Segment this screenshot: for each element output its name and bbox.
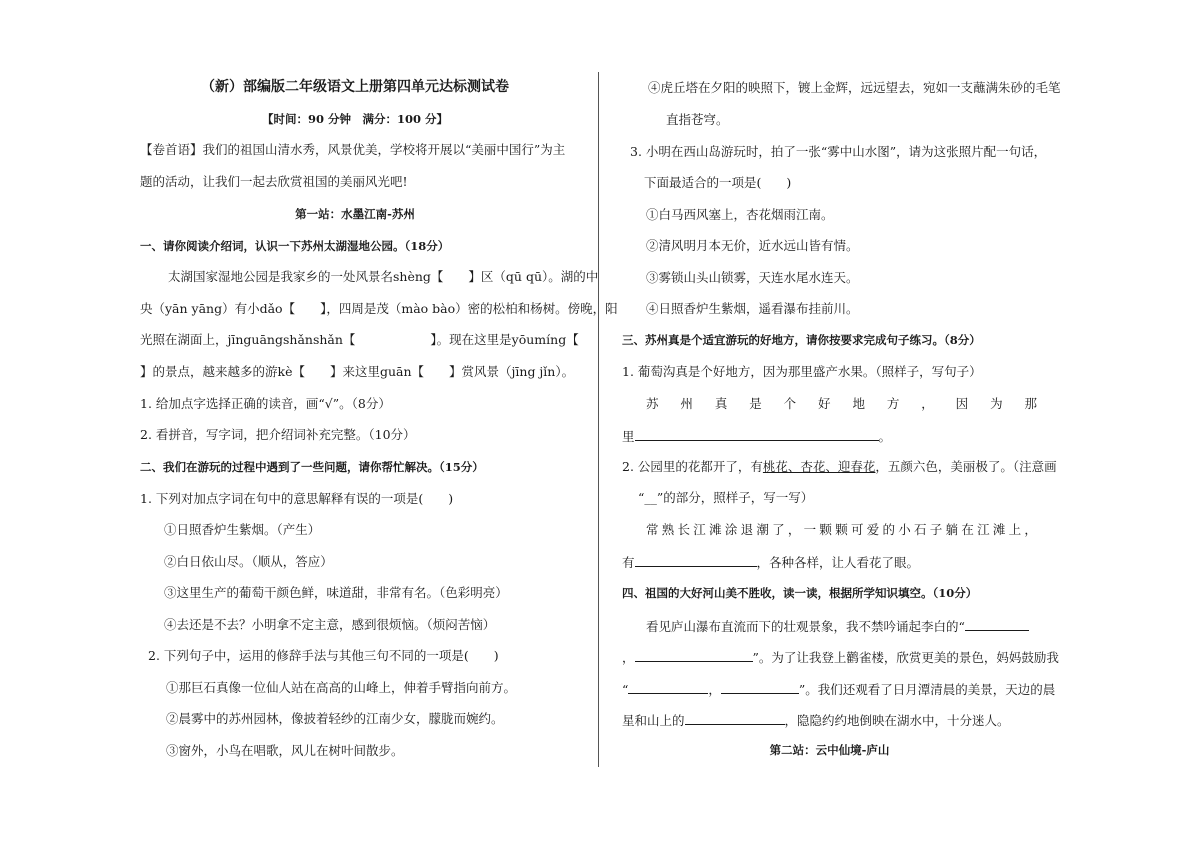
sentence-char: 长 [677,522,691,537]
sentence-char: 是 [749,396,762,411]
exam-time-info: 【时间：90 分钟 满分：100 分】 [261,112,448,126]
answer-blank[interactable] [965,617,1029,631]
section-2-question-2: 2. 下列句子中，运用的修辞手法与其他三句不同的一项是( ) [148,648,499,663]
answer-blank[interactable] [721,680,799,694]
fill-text: “ [622,682,629,697]
option-item: ②白日依山尽。（顺从，答应） [164,554,333,569]
passage-line-1: 太湖国家湿地公园是我家乡的一处风景名shèng【 】区（qū qū）。湖的中 [168,269,599,284]
underlined-phrase: 桃花、杏花、迎春花 [762,459,876,474]
sentence-char: 颗 [819,522,832,537]
question-text: 2. 公园里的花都开了，有 [622,459,763,474]
option-item: ③窗外，小鸟在唱歌，风儿在树叶间散步。 [166,743,404,758]
answer-blank[interactable] [635,427,879,441]
sentence-char: 躺 [945,522,959,537]
section-2-heading: 二、我们在游玩的过程中遇到了一些问题，请你帮忙解决。（15分） [140,460,484,474]
answer-blank[interactable] [628,680,708,694]
option-item: ①那巨石真像一位仙人站在高高的山峰上，伸着手臂指向前方。 [166,680,517,695]
option-item: ①白马西风塞上，杏花烟雨江南。 [646,207,834,222]
sentence-char: 江 [977,522,990,537]
sentence-char: 上 [1008,522,1022,537]
passage-line-3: 光照在湖面上，jīnguāngshǎnshǎn【 】。现在这里是yōumíng【 [140,332,579,347]
intro-line-1: 【卷首语】我们的祖国山清水秀，风景优美，学校将开展以“美丽中国行”为主 [140,142,566,157]
section-2-question-3-line-2: 下面最适合的一项是( ) [644,175,792,190]
sentence-char: 常 [646,522,659,537]
option-item: ④虎丘塔在夕阳的映照下，镀上金辉，远远望去，宛如一支蘸满朱砂的毛笔 [648,80,1061,95]
sentence-char: 的 [882,522,895,537]
answer-blank[interactable] [635,553,757,567]
example-sentence-row [622,396,1037,412]
fill-text: ， [622,650,635,665]
sentence-char: 滩 [709,522,722,537]
fill-text: ”。我们还观看了日月潭清晨的美景，天边的晨 [798,682,1056,697]
answer-line-row [622,553,919,571]
answer-line-row [622,427,891,445]
sentence-char: 退 [740,522,754,537]
section-4-line-4 [622,711,1010,729]
option-item: ①日照香炉生紫烟。（产生） [164,522,321,537]
sentence-char: 小 [898,522,911,537]
sentence-char: 地 [852,396,865,411]
sentence-char: 因 [955,396,969,411]
sentence-char: 了 [772,522,785,537]
option-item: ③雾锁山头山锁雾，天连水尾水连天。 [646,270,859,285]
section-4-line-2 [622,648,1059,666]
fill-text: 看见庐山瀑布直流而下的壮观景象，我不禁吟诵起李白的“ [646,619,965,634]
section-3-heading: 三、苏州真是个适宜游玩的好地方，请你按要求完成句子练习。（8分） [622,333,981,347]
option-item-continued: 直指苍穹。 [666,112,729,127]
station-2-title: 第二站：云中仙境-庐山 [769,743,890,757]
sentence-char: 一 [803,522,817,537]
sentence-char: 州 [680,396,693,411]
sentence-char: 滩 [992,522,1006,537]
answer-period: 。 [878,429,892,444]
sentence-char: ， [1024,522,1037,537]
sentence-char: 涂 [724,522,738,537]
section-4-heading: 四、祖国的大好河山美不胜收，读一读，根据所学知识填空。（10分） [622,586,978,600]
sentence-char: 个 [783,396,797,411]
section-1-question-1: 1. 给加点字选择正确的读音，画“√”。（8分） [140,396,391,411]
sentence-char: ， [921,396,934,411]
sentence-char: 潮 [756,522,769,537]
section-3-question-2-line-1 [622,459,1057,475]
fill-text: ， [708,682,721,697]
right-column [622,0,1061,849]
section-2-question-1: 1. 下列对加点字词在句中的意思解释有误的一项是( ) [140,491,454,506]
section-1-heading: 一、请你阅读介绍词，认识一下苏州太湖湿地公园。（18分） [140,239,450,253]
sentence-char: 那 [1024,396,1037,411]
station-1-title: 第一站：水墨江南-苏州 [295,207,415,221]
answer-blank[interactable] [685,711,785,725]
sentence-char: 爱 [866,522,880,537]
section-4-line-1 [646,617,1029,635]
sentence-char: ， [787,522,801,537]
sentence-char: 颗 [835,522,848,537]
passage-line-4: 】的景点，越来越多的游kè【 】来这里guān【 】赏风景（jīng jǐn）。 [140,364,575,379]
question-text: ，五颜六色，美丽极了。（注意画 [875,459,1057,474]
left-column [140,0,618,849]
sentence-char: 石 [914,522,927,537]
option-item: ③这里生产的葡萄干颜色鲜，味道甜，非常有名。（色彩明亮） [164,585,508,600]
sentence-char: 为 [990,396,1003,411]
sentence-char: 真 [714,396,728,411]
sentence-char: 可 [850,522,864,537]
section-3-question-1: 1. 葡萄沟真是个好地方，因为那里盛产水果。（照样子，写句子） [622,364,982,379]
sentence-row [622,522,1037,538]
fill-text: ，隐隐约约地倒映在湖水中，十分迷人。 [784,713,1010,728]
column-divider [598,72,599,767]
sentence-char: 好 [818,396,831,411]
sentence-char: 在 [961,522,974,537]
sentence-char: 方 [886,396,900,411]
passage-line-2: 央（yān yāng）有小dǎo【 】，四周是茂（mào bào）密的松柏和杨树。傍晚，阳 [140,301,618,316]
intro-line-2: 题的活动，让我们一起去欣赏祖国的美丽风光吧! [140,174,408,189]
sentence-char: 江 [693,522,706,537]
fill-text: 星和山上的 [622,713,685,728]
answer-suffix: ，各种各样，让人看花了眼。 [756,555,920,570]
sentence-char: 苏 [646,396,659,411]
answer-blank[interactable] [635,648,753,662]
section-3-question-2-line-2: “__”的部分，照样子，写一写） [638,490,814,505]
answer-prefix: 里 [622,429,635,444]
sentence-char: 子 [929,522,943,537]
section-1-question-2: 2. 看拼音，写字词，把介绍词补充完整。（10分） [140,427,416,442]
option-item: ②晨雾中的苏州园林，像披着轻纱的江南少女，朦胧而婉约。 [166,711,504,726]
section-4-line-3 [622,680,1055,698]
section-2-question-3-line-1: 3. 小明在西山岛游玩时，拍了一张“雾中山水图”，请为这张照片配一句话， [630,144,1047,159]
sentence-char: 熟 [661,522,675,537]
option-item: ②清风明月本无价，近水远山皆有情。 [646,238,859,253]
option-item: ④日照香炉生紫烟，遥看瀑布挂前川。 [646,301,859,316]
option-item: ④去还是不去？小明拿不定主意，感到很烦恼。（烦闷苦恼） [164,617,496,632]
fill-text: ”。为了让我登上鹳雀楼，欣赏更美的景色，妈妈鼓励我 [752,650,1059,665]
answer-prefix: 有 [622,555,635,570]
exam-title: （新）部编版二年级语文上册第四单元达标测试卷 [201,79,509,95]
